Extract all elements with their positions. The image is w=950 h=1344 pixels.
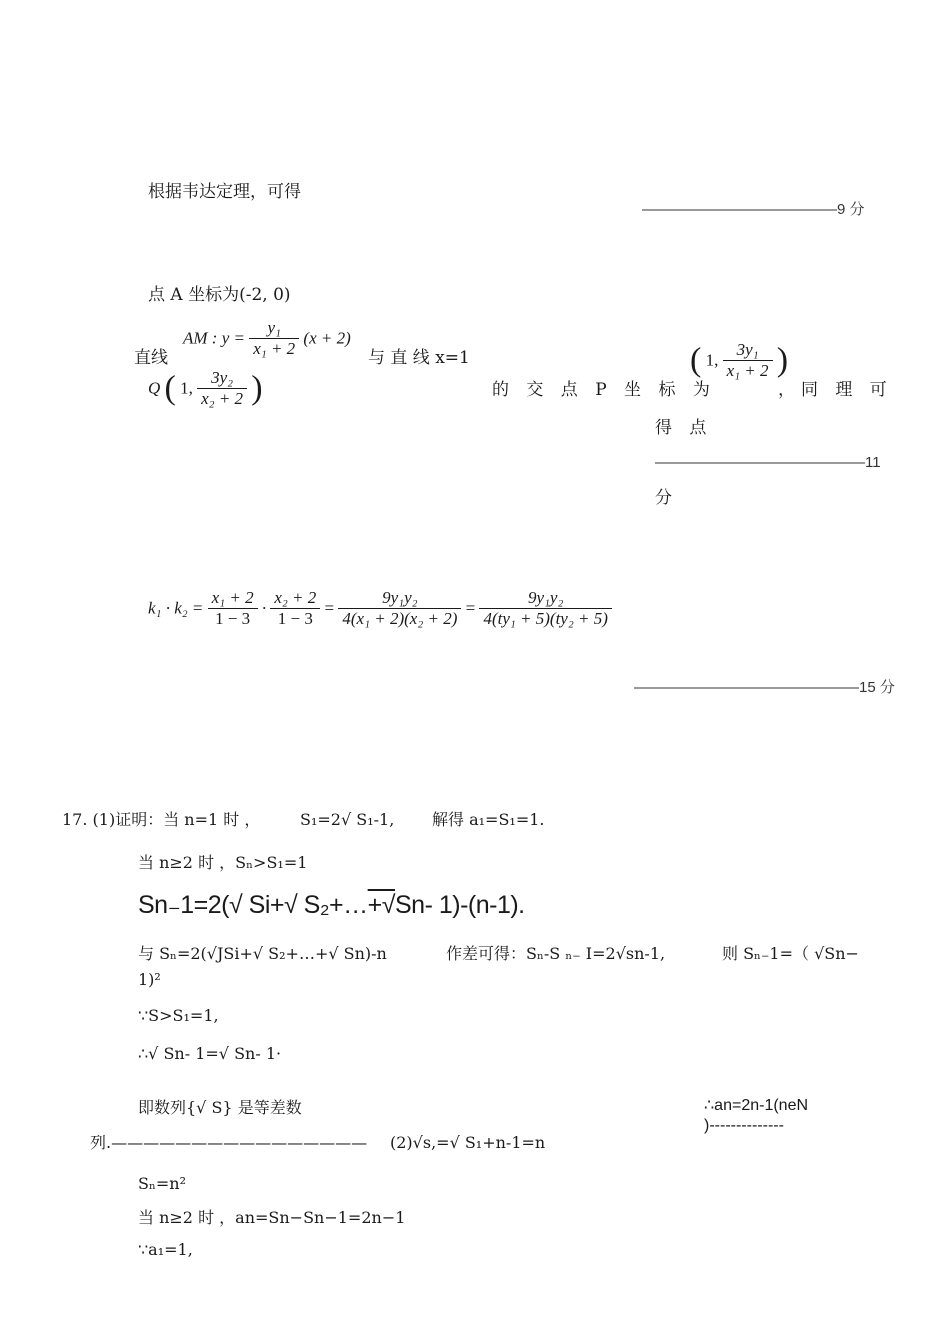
p17-line8-b: (2)√s,=√ S₁+n-1=n — [390, 1133, 546, 1152]
am-numerator: y₁ — [249, 318, 299, 339]
score-marker-15: ———————————————15 分 — [634, 679, 895, 696]
p-numerator: 3y₁ — [723, 340, 773, 361]
p17-line3 — [138, 890, 525, 920]
with-line-text: 与 直 线 x=1 — [368, 348, 470, 368]
p17-line1-c: 解得 a₁=S₁=1. — [432, 810, 545, 829]
q-label: Q — [148, 378, 161, 398]
am-label: AM : y = — [183, 328, 245, 348]
k-f2-numerator: x₂ + 2 — [270, 588, 320, 609]
p-paren-close: ) — [776, 341, 789, 379]
p17-line6: ∴√ Sn- 1=√ Sn- 1· — [138, 1044, 282, 1063]
am-equation — [183, 318, 351, 359]
p17-line1-a: 17. (1)证明：当 n=1 时 ， — [62, 810, 261, 829]
point-a-text: 点 A 坐标为(-2, 0) — [148, 285, 291, 305]
intersect-text: 的 交 点 P 坐 标 为 — [492, 380, 716, 400]
k-label: k₁ · k₂ = — [148, 598, 204, 618]
am-denominator: x₁ + 2 — [253, 339, 296, 358]
k-f3-numerator: 9y₁y₂ — [338, 588, 461, 609]
p17-line7-b: ∴an=2n-1(neN — [704, 1097, 809, 1114]
fen-text: 分 — [655, 488, 672, 508]
score-marker-11: ——————————————11 — [655, 454, 881, 471]
q-point — [148, 368, 263, 409]
k-fraction-1 — [208, 588, 258, 629]
k-f1-denominator: 1 − 3 — [215, 609, 251, 628]
comma-same-text: ，同 理 可 — [778, 380, 893, 400]
p17-line3-a: Sn₋1=2(√ Si+√ S₂+… — [138, 891, 368, 919]
k-f4-denominator: 4(ty₁ + 5)(ty₂ + 5) — [483, 609, 608, 628]
q-denominator: x₂ + 2 — [201, 389, 244, 408]
p-one: 1, — [705, 350, 719, 370]
k-fraction-2 — [270, 588, 320, 629]
p17-line9: Sₙ=n² — [138, 1174, 187, 1193]
vieta-text: 根据韦达定理，可得 — [148, 182, 301, 202]
k-fraction-4 — [479, 588, 611, 629]
p17-line11: ∵a₁=1, — [138, 1240, 193, 1259]
k-equation: k₁ · k₂ = $\frac{\text{x₁ + 2}}{1 - 3}$ · $\frac{\text{x₂ + 2}}{1 - 3}$ = $\frac{\text{9y₁y₂}}{\text{4(x₁ + 2)(x₂ + 2)}}$ = $\frac{\text{9y₁y₂}}{\text{4(ty₁ + 5)(ty₂ + 5)}}$ — [148, 588, 612, 629]
line-word: 直线 — [134, 348, 168, 368]
p17-line4-c: 则 Sₙ₋1=（ √Sn− — [722, 944, 859, 963]
p17-line4-d: 1)² — [138, 970, 161, 989]
q-paren-close: ) — [251, 369, 263, 407]
p17-line2: 当 n≥2 时 ，Sₙ>S₁=1 — [138, 853, 308, 872]
score-marker-9: —————————————9 分 — [642, 201, 865, 218]
p17-line10: 当 n≥2 时 ，an=Sn−Sn−1=2n−1 — [138, 1208, 406, 1227]
p17-line3-b: +√ — [367, 891, 395, 919]
p17-line4-b: 作差可得：Sₙ-S ₙ₋ I=2√sn-1, — [446, 944, 666, 963]
p17-line1-b: S₁=2√ S₁-1, — [300, 810, 395, 829]
k-f3-denominator: 4(x₁ + 2)(x₂ + 2) — [342, 609, 458, 628]
q-numerator: 3y₂ — [197, 368, 247, 389]
q-paren-open: ( — [164, 369, 176, 407]
p17-line8-a: 列.———————————————— — [90, 1133, 368, 1152]
p17-line3-c: Sn- 1)-(n-1). — [394, 891, 525, 919]
q-fraction — [197, 368, 247, 409]
get-point-text: 得 点 — [655, 418, 713, 438]
p17-line5: ∵S>S₁=1, — [138, 1006, 219, 1025]
p-denominator: x₁ + 2 — [726, 361, 769, 380]
k-f2-denominator: 1 − 3 — [277, 609, 313, 628]
p-fraction — [723, 340, 773, 381]
p-point — [690, 340, 788, 381]
k-f4-numerator: 9y₁y₂ — [479, 588, 611, 609]
p17-line7-a: 即数列{√ S} 是等差数 — [138, 1098, 302, 1117]
p-paren-open: ( — [690, 341, 702, 379]
p17-line7-c: )-------------- — [704, 1117, 784, 1134]
q-one: 1, — [180, 378, 193, 398]
p17-line4-a: 与 Sₙ=2(√JSi+√ S₂+…+√ Sn)-n — [138, 944, 387, 963]
am-tail: (x + 2) — [303, 328, 351, 348]
am-fraction — [249, 318, 299, 359]
k-f1-numerator: x₁ + 2 — [208, 588, 258, 609]
k-fraction-3 — [338, 588, 461, 629]
